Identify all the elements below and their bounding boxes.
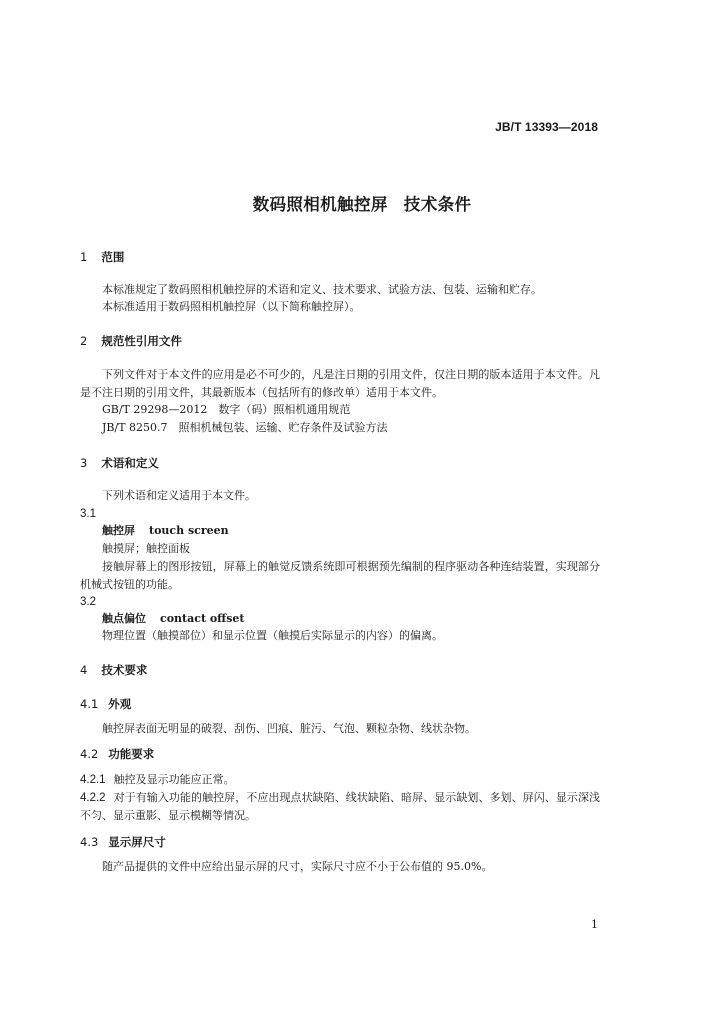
section-4-3-paragraph: 随产品提供的文件中应给出显示屏的尺寸，实际尺寸应不小于公布值的 95.0%。: [102, 860, 493, 873]
clause-4-2-1: 4.2.1 触控及显示功能应正常。: [80, 773, 235, 786]
term-3-2-title: 触点偏位 contact offset: [102, 612, 245, 625]
section-4-1-heading: 4.1 外观: [80, 697, 132, 711]
section-4-1-paragraph: 触控屏表面无明显的破裂、刮伤、凹痕、脏污、气泡、颗粒杂物、线状杂物。: [102, 722, 476, 735]
reference-2: JB/T 8250.7 照相机械包装、运输、贮存条件及试验方法: [102, 421, 388, 434]
section-1-heading: 1 范围: [80, 250, 125, 264]
section-2-paragraph: 下列文件对于本文件的应用是必不可少的，凡是注日期的引用文件，仅注日期的版本适用于本文件。凡是不注日期的引用文件，其最新版本（包括所有的修改单）适用于本文件。: [80, 368, 600, 399]
standard-code: JB/T 13393—2018: [495, 120, 598, 134]
term-3-1-definition: 接触屏幕上的图形按钮，屏幕上的触觉反馈系统即可根据预先编制的程序驱动各种连结装置，实现部分机械式按钮的功能。: [80, 560, 600, 591]
term-3-1-title: 触控屏 touch screen: [102, 524, 229, 537]
section-1-paragraph-2: 本标准适用于数码照相机触控屏（以下简称触控屏）。: [102, 300, 361, 313]
term-3-1-number: 3.1: [80, 508, 96, 520]
section-3-heading: 3 术语和定义: [80, 456, 159, 470]
title-sub: 技术条件: [403, 195, 472, 214]
page-number: 1: [591, 918, 598, 931]
section-3-intro: 下列术语和定义适用于本文件。: [102, 489, 256, 502]
term-3-1-alternatives: 触摸屏；触控面板: [102, 542, 190, 555]
clause-4-2-2: 4.2.2 对于有输入功能的触控屏，不应出现点状缺陷、线状缺陷、暗屏、显示缺划、多划、屏闪、显示深浅不匀、显示重影、显示模糊等情况。: [80, 791, 600, 822]
document-title: [0, 191, 724, 215]
section-1-paragraph-1: 本标准规定了数码照相机触控屏的术语和定义、技术要求、试验方法、包装、运输和贮存。: [102, 283, 542, 296]
reference-1: GB/T 29298—2012 数字（码）照相机通用规范: [102, 403, 351, 416]
title-main: 数码照相机触控屏: [252, 195, 388, 214]
section-4-heading: 4 技术要求: [80, 663, 148, 677]
term-3-2-definition: 物理位置（触摸部位）和显示位置（触摸后实际显示的内容）的偏离。: [102, 629, 443, 642]
section-2-heading: 2 规范性引用文件: [80, 334, 182, 348]
term-3-2-number: 3.2: [80, 596, 96, 608]
section-4-3-heading: 4.3 显示屏尺寸: [80, 835, 166, 849]
section-4-2-heading: 4.2 功能要求: [80, 747, 155, 761]
